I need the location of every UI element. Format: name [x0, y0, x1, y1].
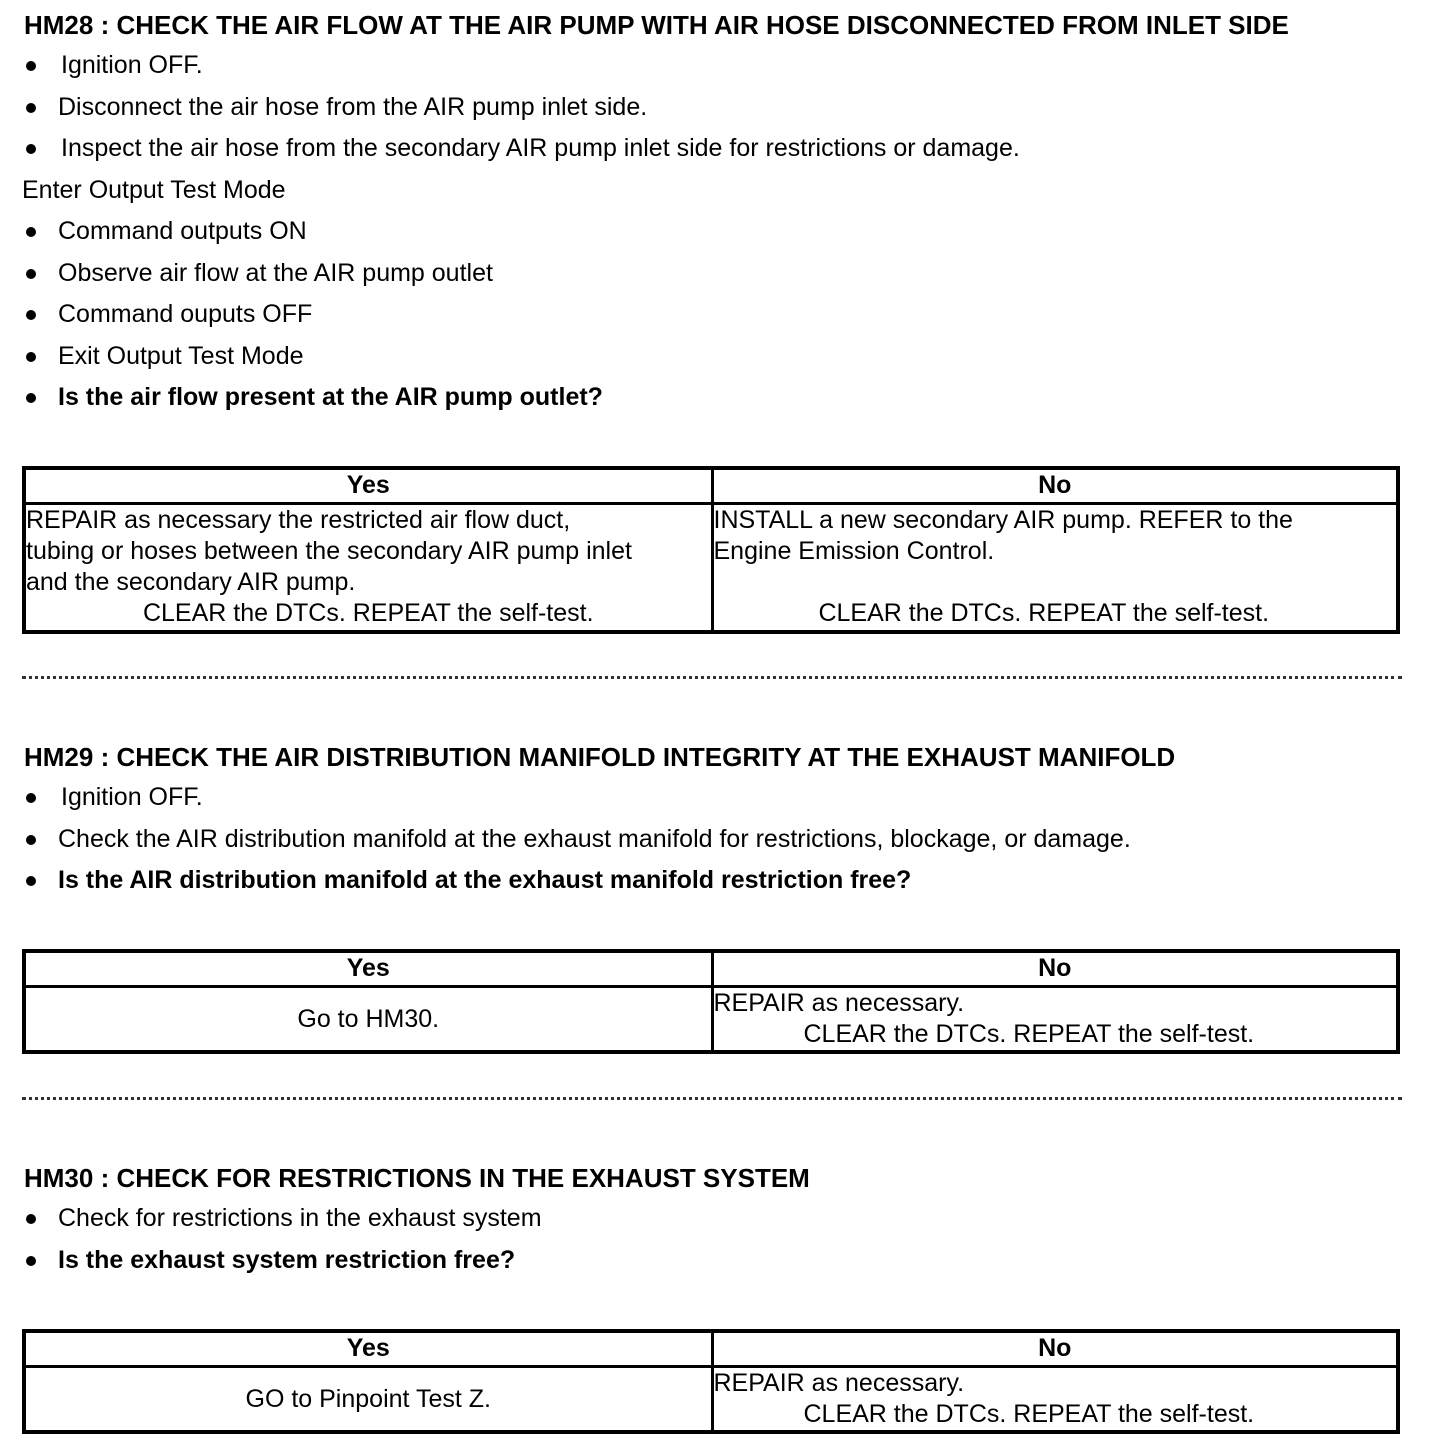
step-question: Is the air flow present at the AIR pump outlet?: [22, 382, 1402, 424]
yes-cell: REPAIR as necessary the restricted air flow duct, tubing or hoses between the secondary AIR pump inlet and the secondary AIR pump. CLEAR the DTCs. REPEAT the self-test.: [24, 504, 712, 632]
step-question: Is the AIR distribution manifold at the exhaust manifold restriction free?: [22, 865, 1402, 907]
step-item: Command outputs ON: [22, 216, 1402, 258]
no-header: No: [712, 1331, 1398, 1367]
no-cell: INSTALL a new secondary AIR pump. REFER to the Engine Emission Control. CLEAR the DTCs. REPEAT the self-test.: [712, 504, 1398, 632]
yes-cell: Go to HM30.: [24, 987, 712, 1053]
step-item: Observe air flow at the AIR pump outlet: [22, 258, 1402, 300]
step-item: Disconnect the air hose from the AIR pump inlet side.: [22, 92, 1402, 134]
step-item: Command ouputs OFF: [22, 299, 1402, 341]
yes-header: Yes: [24, 468, 712, 504]
section-divider: [22, 1097, 1402, 1100]
no-header: No: [712, 468, 1398, 504]
step-list: [22, 782, 1402, 907]
section-heading: HM30 : CHECK FOR RESTRICTIONS IN THE EXHAUST SYSTEM: [24, 1163, 810, 1193]
step-subheading: Enter Output Test Mode: [22, 175, 286, 204]
no-cell: REPAIR as necessary. CLEAR the DTCs. REPEAT the self-test.: [712, 987, 1398, 1053]
section-heading: HM29 : CHECK THE AIR DISTRIBUTION MANIFOLD INTEGRITY AT THE EXHAUST MANIFOLD: [24, 742, 1176, 772]
section-divider: [22, 676, 1402, 679]
yes-cell: GO to Pinpoint Test Z.: [24, 1367, 712, 1433]
step-item: Check the AIR distribution manifold at the exhaust manifold for restrictions, blockage, or damage.: [22, 824, 1402, 866]
section-heading: HM28 : CHECK THE AIR FLOW AT THE AIR PUMP WITH AIR HOSE DISCONNECTED FROM INLET SIDE: [24, 10, 1289, 40]
no-cell: REPAIR as necessary. CLEAR the DTCs. REPEAT the self-test.: [712, 1367, 1398, 1433]
bullet-icon: [26, 1214, 36, 1224]
section-hm30: [22, 1163, 1402, 1286]
bullet-icon: [26, 352, 36, 362]
result-table-hm28: [22, 466, 1400, 634]
bullet-icon: [26, 269, 36, 279]
bullet-icon: [26, 1256, 36, 1266]
bullet-icon: [26, 393, 36, 403]
result-table-hm30: [22, 1329, 1400, 1434]
result-table-hm29: [22, 949, 1400, 1054]
bullet-icon: [26, 103, 36, 113]
step-list: [22, 50, 1402, 424]
bullet-icon: [26, 227, 36, 237]
step-question: Is the exhaust system restriction free?: [22, 1245, 1402, 1287]
step-item: Ignition OFF.: [22, 50, 1402, 92]
yes-header: Yes: [24, 1331, 712, 1367]
step-item: Inspect the air hose from the secondary AIR pump inlet side for restrictions or damage.: [22, 133, 1402, 175]
step-item: Ignition OFF.: [22, 782, 1402, 824]
section-hm28: [22, 10, 1402, 424]
bullet-icon: [26, 835, 36, 845]
bullet-icon: [26, 144, 36, 154]
no-header: No: [712, 951, 1398, 987]
bullet-icon: [26, 310, 36, 320]
step-item: Exit Output Test Mode: [22, 341, 1402, 383]
bullet-icon: [26, 876, 36, 886]
bullet-icon: [26, 61, 36, 71]
bullet-icon: [26, 793, 36, 803]
section-hm29: [22, 742, 1402, 907]
yes-header: Yes: [24, 951, 712, 987]
step-list: [22, 1203, 1402, 1286]
step-item: Check for restrictions in the exhaust system: [22, 1203, 1402, 1245]
